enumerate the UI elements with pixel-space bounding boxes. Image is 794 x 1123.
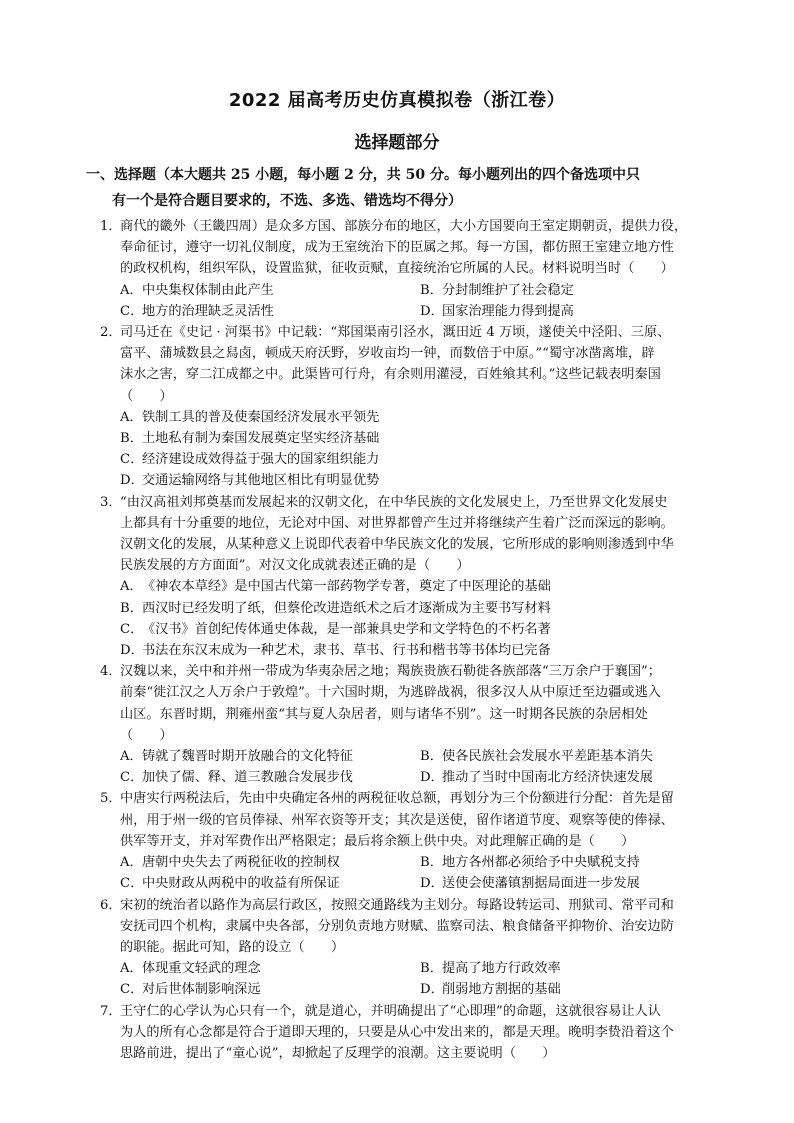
option-letter: B． (420, 749, 443, 765)
question-6 (100, 895, 718, 1001)
option-text: 书法在东汉末成为一种艺术，隶书、草书、行书和楷书等书体均已完备 (142, 643, 551, 659)
option-text: 土地私有制为秦国发展奠定坚实经济基础 (142, 431, 380, 447)
question-stem-line: 奉命征讨，遵守一切礼仪制度，成为王室统治下的臣属之邦。每一方国，都仿照王室建立地方性 (120, 240, 674, 256)
answer-option (100, 873, 400, 894)
option-letter: A． (120, 409, 143, 425)
answer-option (400, 873, 700, 894)
answer-option (100, 852, 400, 873)
option-letter: D． (420, 982, 444, 998)
option-text: 削弱地方割据的基础 (442, 982, 561, 998)
option-text: 国家治理能力得到提高 (442, 303, 574, 319)
option-letter: B． (420, 961, 443, 977)
question-number: 7． (100, 1003, 122, 1019)
option-letter: B． (120, 600, 143, 616)
answer-option (400, 280, 700, 301)
answer-option (400, 852, 700, 873)
option-letter: C． (120, 770, 144, 786)
answer-option (100, 280, 400, 301)
option-text: 地方的治理缺乏灵活性 (142, 303, 274, 319)
option-text: 提高了地方行政效率 (442, 961, 561, 977)
option-text: 分封制维护了社会稳定 (442, 282, 574, 298)
option-letter: D． (420, 770, 444, 786)
question-stem-line: （ ） (120, 388, 173, 404)
question-stem-line: 商代的畿外（王畿四周）是众多方国、部族分布的地区，大小方国要向王室定期朝贡，提供力役， (120, 219, 688, 234)
question-stem-line: 供军等开支，并对军费作出严格限定；最后将余额上供中央。对此理解正确的是（ ） (120, 833, 635, 849)
section-instructions-line-1: 一、选择题（本大题共 25 小题，每小题 2 分，共 50 分。每小题列出的四个备选项中只 (86, 167, 640, 183)
option-letter: D． (120, 473, 144, 489)
section-subtitle: 选择题部分 (354, 133, 440, 153)
option-text: 地方各州都必须给予中央赋税支持 (442, 855, 640, 871)
page-title: 2022 届高考历史仿真模拟卷（浙江卷） (228, 90, 566, 111)
option-letter: C． (120, 452, 144, 468)
answer-option (100, 576, 718, 597)
section-instructions-line-2: 有一个是符合题目要求的，不选、多选、错选均不得分） (112, 193, 462, 209)
question-stem-line: 民族发展的方方面面”。对汉文化成就表述正确的是（ ） (120, 558, 470, 574)
answer-option (100, 428, 718, 449)
question-3 (100, 492, 718, 662)
option-text: 推动了当时中国南北方经济快速发展 (442, 770, 653, 786)
question-stem-line: 山区。东晋时期，荆雍州蛮“其与夏人杂居者，则与诸华不别”。这一时期各民族的杂居相处 (120, 706, 648, 722)
question-stem-line: 富平、蒲城数县之舄卤，顿成天府沃野，岁收亩均一钟，而数倍于中原。”“蜀守冰凿离堆，辟 (120, 346, 655, 362)
option-text: 使各民族社会发展水平差距基本消失 (442, 749, 653, 765)
answer-option (100, 301, 400, 322)
question-number: 1． (100, 219, 122, 234)
option-letter: A． (120, 855, 143, 871)
question-stem-line: 的职能。据此可知，路的设立（ ） (120, 939, 345, 955)
option-letter: B． (120, 431, 143, 447)
question-stem-line: 王守仁的心学认为心只有一个，就是道心，并明确提出了“心即理”的命题，这就很容易让人认 (120, 1003, 661, 1019)
question-stem-line: 的政权机构，组织军队，设置监狱，征收贡赋，直接统治它所属的人民。材料说明当时（ ） (120, 261, 674, 277)
option-letter: A． (120, 282, 143, 298)
answer-option (100, 958, 400, 979)
answer-option (400, 979, 700, 1000)
question-stem-line: （ ） (120, 727, 173, 743)
option-list (100, 746, 718, 788)
option-letter: B． (420, 855, 443, 871)
question-stem-line: 为人的所有心念都是符合于道即天理的，只要是从心中发出来的，都是天理。晚明李贽沿着这个 (120, 1024, 674, 1040)
answer-option (100, 746, 400, 767)
question-stem-line: 安抚司四个机构，隶属中央各部，分别负责地方财赋、监察司法、粮食储备平抑物价、治安边防 (120, 918, 674, 934)
answer-option (100, 449, 718, 470)
answer-option (100, 979, 400, 1000)
option-text: 《神农本草经》是中国古代第一部药物学专著，奠定了中医理论的基础 (142, 579, 551, 595)
answer-option (400, 958, 700, 979)
option-letter: B． (420, 282, 443, 298)
option-letter: D． (420, 876, 444, 892)
section-instructions (86, 162, 718, 214)
question-stem-line: “由汉高祖刘邦奠基而发展起来的汉朝文化，在中华民族的文化发展史上，乃至世界文化发展史 (120, 494, 668, 510)
question-2 (100, 322, 718, 492)
option-text: 中央财政从两税中的收益有所保证 (142, 876, 340, 892)
option-text: 唐朝中央失去了两税征收的控制权 (142, 855, 340, 871)
option-letter: A． (120, 961, 143, 977)
answer-option (100, 407, 718, 428)
question-1 (100, 216, 718, 322)
question-stem-line: 汉魏以来，关中和并州一带成为华夷杂居之地；羯族贵族石勒徙各族部落“三万余户于襄国”； (120, 664, 661, 680)
question-stem-line: 司马迁在《史记 · 河渠书》中记载：“郑国渠南引泾水，溉田近 4 万顷，遂使关中泾阳、三原、 (120, 325, 671, 341)
option-letter: C． (120, 876, 144, 892)
option-text: 加快了儒、释、道三教融合发展步伐 (142, 770, 353, 786)
answer-option (400, 767, 700, 788)
question-number: 4． (100, 664, 122, 680)
option-list (100, 958, 718, 1000)
option-letter: C． (120, 982, 144, 998)
answer-option (100, 640, 718, 661)
answer-option (100, 767, 400, 788)
question-number: 3． (100, 494, 122, 510)
answer-option (400, 301, 700, 322)
option-letter: D． (120, 643, 144, 659)
option-text: 铸就了魏晋时期开放融合的文化特征 (142, 749, 353, 765)
question-stem-line: 州，用于州一级的官员俸禄、州军衣资等开支；其次是送使，留作诸道节度、观察等使的俸禄、 (120, 812, 674, 828)
option-text: 中央集权体制由此产生 (142, 282, 274, 298)
question-list (100, 216, 718, 1064)
question-4 (100, 661, 718, 788)
option-letter: C． (120, 303, 144, 319)
option-text: 《汉书》首创纪传体通史体裁，是一部兼具史学和文学特色的不朽名著 (142, 621, 551, 637)
option-text: 铁制工具的普及使秦国经济发展水平领先 (142, 409, 380, 425)
question-stem-line: 前秦“徙江汉之人万余户于敦煌”。十六国时期，为逃辟战祸，很多汉人从中原迁至边疆或逃入 (120, 685, 661, 701)
option-text: 对后世体制影响深远 (142, 982, 261, 998)
option-list (100, 407, 718, 492)
question-stem-line: 汉朝文化的发展，从某种意义上说即代表着中华民族文化的发展，它所形成的影响则渗透到中华 (120, 537, 674, 553)
option-letter: A． (120, 749, 143, 765)
question-number: 5． (100, 791, 122, 807)
question-stem-line: 思路前进，提出了“童心说”，却掀起了反理学的浪潮。这主要说明（ ） (120, 1045, 556, 1061)
answer-option (100, 470, 718, 491)
option-letter: A． (120, 579, 143, 595)
option-letter: D． (420, 303, 444, 319)
option-list (100, 280, 718, 322)
option-text: 体现重文轻武的理念 (142, 961, 261, 977)
question-7 (100, 1001, 718, 1065)
option-letter: C． (120, 621, 144, 637)
answer-option (400, 746, 700, 767)
option-text: 交通运输网络与其他地区相比有明显优势 (142, 473, 380, 489)
option-list (100, 576, 718, 661)
question-number: 6． (100, 897, 122, 913)
question-stem-line: 中唐实行两税法后，先由中央确定各州的两税征收总额，再划分为三个份额进行分配：首先是留 (120, 791, 674, 807)
question-stem-line: 宋初的统治者以路作为高层行政区，按照交通路线为主划分。每路设转运司、刑狱司、常平司和 (120, 897, 674, 913)
answer-option (100, 598, 718, 619)
question-stem-line: 沫水之害，穿二江成都之中。此渠皆可行舟，有余则用灌浸，百姓飨其利。”这些记载表明秦国 (120, 367, 661, 383)
option-text: 西汉时已经发明了纸，但蔡伦改进造纸术之后才逐渐成为主要书写材料 (142, 600, 551, 616)
option-text: 送使会使藩镇割据局面进一步发展 (442, 876, 640, 892)
question-number: 2． (100, 325, 122, 341)
option-text: 经济建设成效得益于强大的国家组织能力 (142, 452, 380, 468)
option-list (100, 852, 718, 894)
question-stem-line: 上都具有十分重要的地位，无论对中国、对世界都曾产生过并将继续产生着广泛而深远的影响。 (120, 515, 674, 531)
question-5 (100, 788, 718, 894)
answer-option (100, 619, 718, 640)
